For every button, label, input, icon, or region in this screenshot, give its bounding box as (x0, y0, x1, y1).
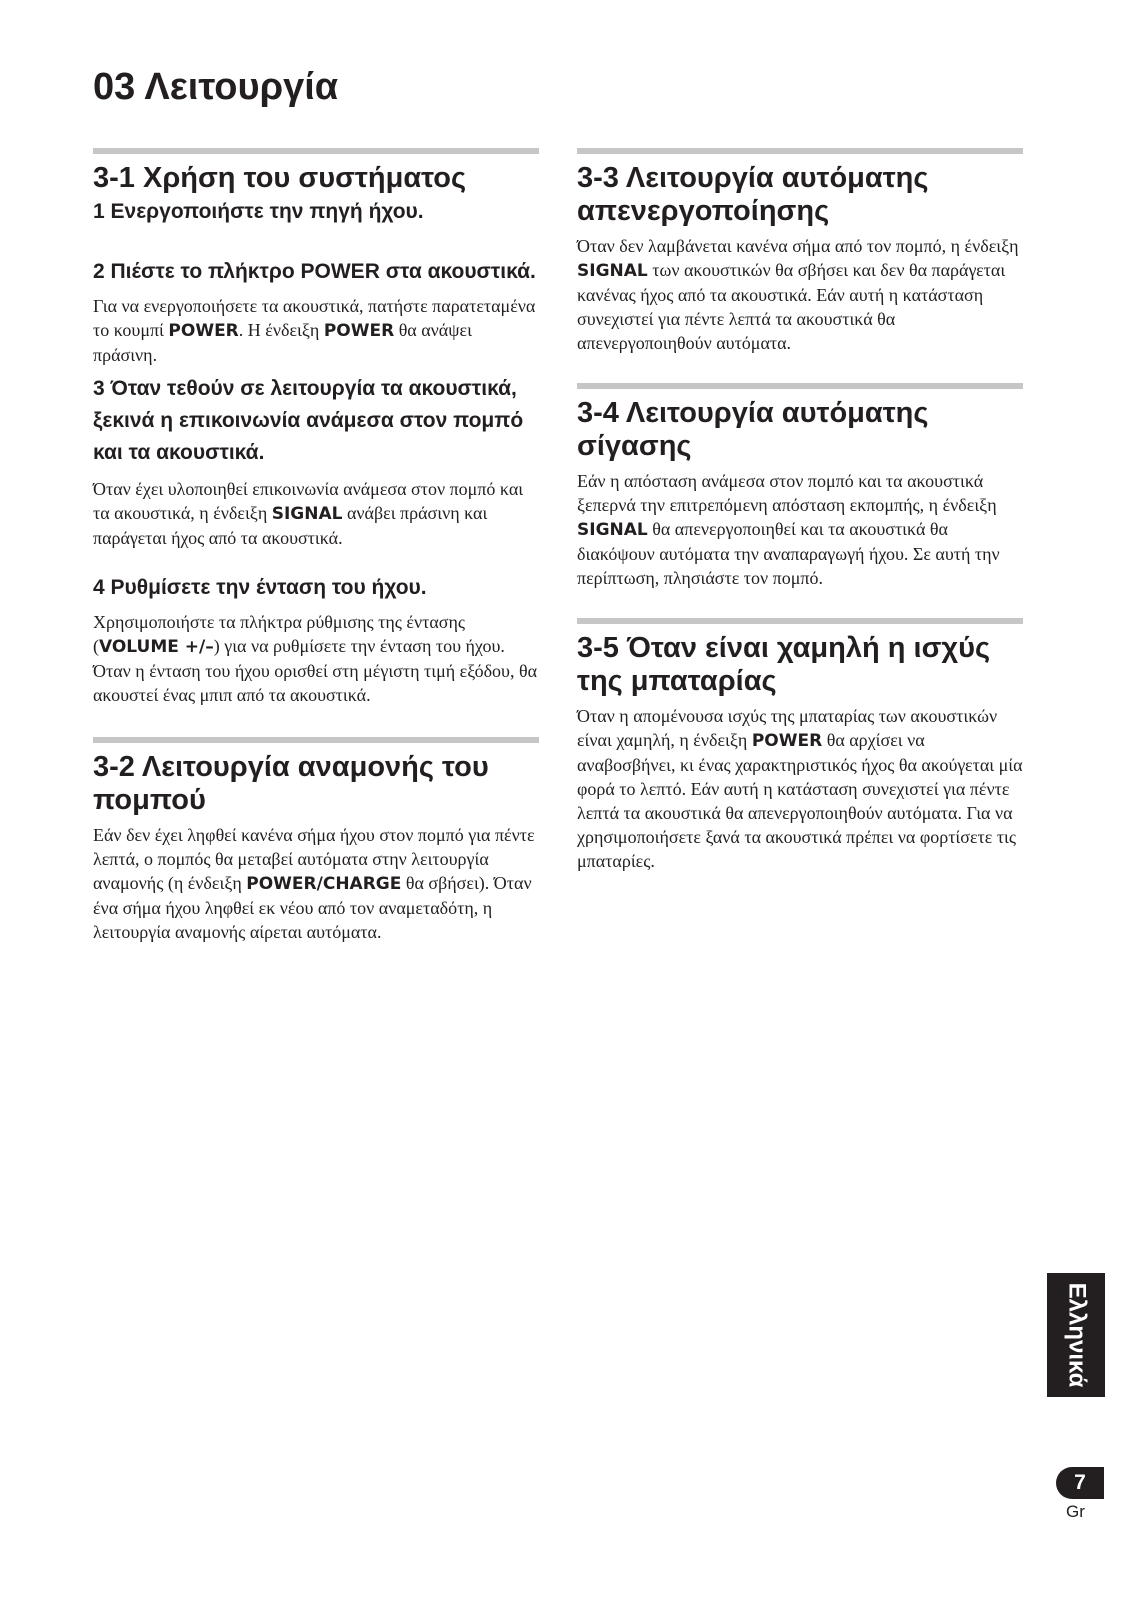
page-title: 03 Λειτουργία (93, 66, 339, 108)
text-run: ) για να ρυθμίσετε την ένταση του ήχου. (213, 636, 505, 656)
keyword-signal: SIGNAL (577, 261, 648, 281)
left-column (93, 148, 539, 944)
keyword-signal: SIGNAL (577, 520, 648, 540)
step-3-body (93, 477, 539, 550)
section-body (577, 704, 1023, 873)
section-body (577, 234, 1023, 355)
section-body (577, 469, 1023, 590)
language-tab-label: Ελληνικά (1063, 1282, 1090, 1388)
language-code: Gr (1066, 1502, 1085, 1521)
text-run: ανάβει πράσινη και παράγεται ήχος από τα ακουστικά. (93, 503, 488, 548)
section-title: 3-1 Χρήση του συστήματος (93, 162, 467, 194)
step-3-heading: 3 Όταν τεθούν σε λειτουργία τα ακουστικά, ξεκινά η επικοινωνία ανάμεσα στον πομπό και τα ακουστικά. (93, 377, 524, 464)
section-divider (577, 148, 1023, 154)
section-3-4 (577, 383, 1023, 590)
page-number: 7 (1056, 1467, 1104, 1499)
section-3-3 (577, 148, 1023, 355)
text-run: των ακουστικών θα σβήσει και δεν θα παράγεται κανένας ήχος από τα ακουστικά. Εάν αυτή η κατάσταση συνεχιστεί για πέντε λεπτά τα ακουστικά θα απενεργοποιηθούν αυτόματα. (577, 260, 1006, 353)
keyword-power-charge: POWER/CHARGE (246, 874, 402, 894)
text-run: Όταν έχει υλοποιηθεί επικοινωνία ανάμεσα στον πομπό και τα ακουστικά, η ένδειξη (93, 479, 524, 523)
step-2-heading: 2 Πιέστε το πλήκτρο POWER στα ακουστικά. (93, 260, 536, 283)
text-run: θα απενεργοποιηθεί και τα ακουστικά θα διακόψουν αυτόματα την αναπαραγωγή ήχου. Σε αυτή την περίπτωση, πλησιάστε τον πομπό. (577, 519, 1000, 588)
step-4-body (93, 610, 539, 659)
section-3-1 (93, 148, 539, 707)
text-run: θα σβήσει). Όταν ένα σήμα ήχου ληφθεί εκ νέου από τον αναμεταδότη, η λειτουργία αναμονής αίρεται αυτόματα. (93, 873, 532, 942)
section-title: 3-2 Λειτουργία αναμονής του πομπού (93, 751, 489, 816)
text-run: θα ανάψει πράσινη. (93, 320, 472, 365)
step-4-body-note: Όταν η ένταση του ήχου ορισθεί στη μέγιστη τιμή εξόδου, θα ακουστεί ένας μπιπ από τα ακουστικά. (93, 661, 538, 705)
step-4-heading: 4 Ρυθμίσετε την ένταση του ήχου. (93, 576, 427, 599)
text-run: Όταν δεν λαμβάνεται κανένα σήμα από τον πομπό, η ένδειξη (577, 236, 1019, 256)
text-run: Για να ενεργοποιήσετε τα ακουστικά, πατήστε παρατεταμένα το κουμπί (93, 296, 536, 340)
section-3-2 (93, 737, 539, 944)
keyword-power: POWER (168, 321, 239, 341)
section-divider (93, 148, 539, 154)
text-run: . Η ένδειξη (238, 320, 324, 340)
text-run: Χρησιμοποιήστε τα πλήκτρα ρύθμισης της έντασης ( (93, 612, 466, 656)
text-run: Εάν η απόσταση ανάμεσα στον πομπό και τα ακουστικά ξεπερνά την επιτρεπόμενη απόσταση εκπομπής, η ένδειξη (577, 471, 997, 515)
section-body (93, 823, 539, 944)
section-divider (93, 737, 539, 743)
step-2-body (93, 294, 539, 367)
keyword-power: POWER (323, 321, 395, 341)
right-column (577, 148, 1023, 873)
keyword-volume: VOLUME +/– (99, 637, 214, 657)
keyword-signal: SIGNAL (271, 504, 343, 524)
section-title: 3-4 Λειτουργία αυτόματης σίγασης (577, 397, 929, 462)
step-1-heading: 1 Ενεργοποιήστε την πηγή ήχου. (93, 200, 424, 223)
section-divider (577, 618, 1023, 624)
section-3-5 (577, 618, 1023, 873)
section-title: 3-5 Όταν είναι χαμηλή η ισχύς της μπαταρίας (577, 632, 991, 697)
section-title: 3-3 Λειτουργία αυτόματης απενεργοποίησης (577, 162, 929, 227)
section-divider (577, 383, 1023, 389)
text-run: Εάν δεν έχει ληφθεί κανένα σήμα ήχου στον πομπό για πέντε λεπτά, ο πομπός θα μεταβεί αυτόματα στην λειτουργία αναμονής (η ένδειξη (93, 825, 535, 893)
keyword-power: POWER (751, 731, 823, 751)
text-run: θα αρχίσει να αναβοσβήνει, κι ένας χαρακτηριστικός ήχος θα ακούγεται μία φορά το λεπτό. Εάν αυτή η κατάσταση συνεχιστεί για πέντε λεπτά τα ακουστικά θα απενεργοποιηθούν αυτόματα. Για να χρησιμοποιήσετε ξανά τα ακουστικά πρέπει να φορτίσετε τις μπαταρίες. (577, 730, 1023, 871)
text-run: Όταν η απομένουσα ισχύς της μπαταρίας των ακουστικών είναι χαμηλή, η ένδειξη (577, 706, 998, 750)
language-tab (1047, 1273, 1105, 1397)
